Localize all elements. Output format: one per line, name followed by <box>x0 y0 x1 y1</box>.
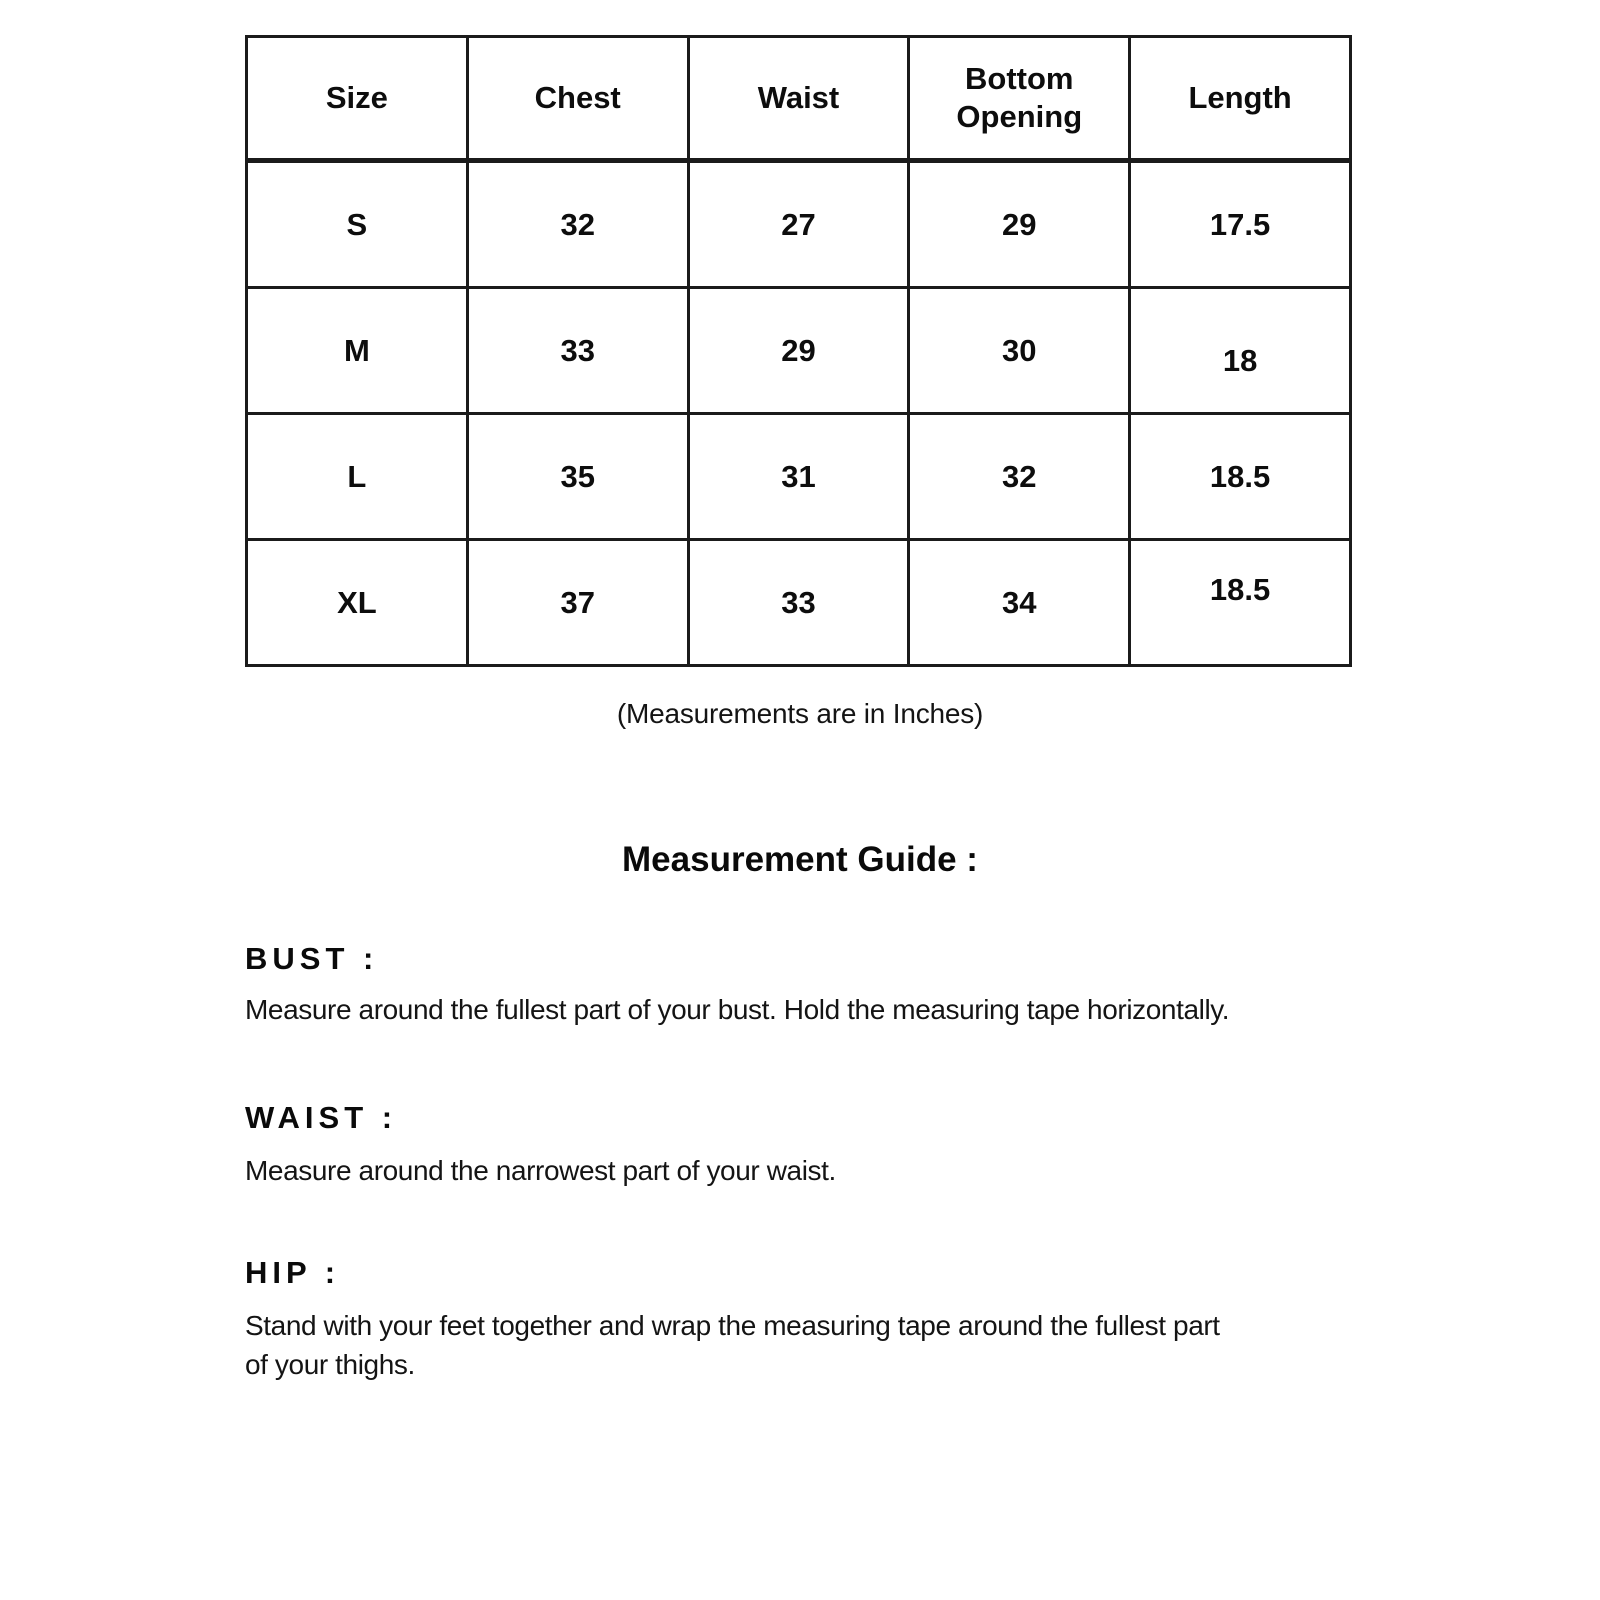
waist-value: 29 <box>781 332 816 368</box>
chest-cell <box>467 288 688 414</box>
size-value: XL <box>337 584 377 620</box>
length-value: 17.5 <box>1209 206 1271 242</box>
header-label-chest: Chest <box>534 80 621 116</box>
hip-section-heading: HIP : <box>245 1255 341 1290</box>
length-cell <box>1130 161 1351 288</box>
waist-cell <box>688 414 909 540</box>
waist-description: Measure around the narrowest part of your waist. <box>245 1155 836 1186</box>
bottom-opening-cell <box>909 161 1130 288</box>
size-cell <box>247 414 468 540</box>
header-label-size: Size <box>325 80 388 116</box>
waist-section-body <box>245 1151 1425 1190</box>
hip-section-body <box>245 1306 1425 1384</box>
chest-cell <box>467 540 688 666</box>
size-cell <box>247 288 468 414</box>
header-label-length: Length <box>1188 80 1292 116</box>
size-cell <box>247 161 468 288</box>
header-cell-size <box>247 37 468 161</box>
header-cell-waist <box>688 37 909 161</box>
waist-cell <box>688 540 909 666</box>
header-cell-length <box>1130 37 1351 161</box>
length-cell <box>1130 414 1351 540</box>
size-value: S <box>346 206 368 242</box>
hip-description-line-2: of your thighs. <box>245 1349 415 1380</box>
size-value: M <box>343 332 370 368</box>
size-value: L <box>347 458 367 494</box>
chest-value: 37 <box>560 584 595 620</box>
chest-value: 35 <box>560 458 595 494</box>
waist-value: 31 <box>781 458 816 494</box>
waist-cell <box>688 288 909 414</box>
chest-cell <box>467 161 688 288</box>
table-row-m <box>247 288 1351 414</box>
waist-value: 33 <box>781 584 816 620</box>
waist-section-heading: WAIST : <box>245 1100 398 1135</box>
bottom-opening-value: 34 <box>1002 584 1037 620</box>
header-cell-chest <box>467 37 688 161</box>
size-chart-table <box>245 35 1352 667</box>
table-row-xl <box>247 540 1351 666</box>
length-cell <box>1130 288 1351 414</box>
header-label-waist: Waist <box>757 80 840 116</box>
bottom-opening-value: 30 <box>1002 332 1037 368</box>
length-value: 18 <box>1222 342 1258 378</box>
bottom-opening-cell <box>909 540 1130 666</box>
hip-description-line-1: Stand with your feet together and wrap the measuring tape around the fullest part <box>245 1310 1220 1341</box>
table-row-l <box>247 414 1351 540</box>
table-header-row <box>247 37 1351 161</box>
table-row-s <box>247 161 1351 288</box>
bust-section-heading: BUST : <box>245 941 379 976</box>
header-label-bottom-opening: Bottom Opening <box>956 61 1083 134</box>
bust-section-body <box>245 990 1425 1029</box>
chest-value: 33 <box>560 332 595 368</box>
length-value: 18.5 <box>1209 571 1271 607</box>
length-value: 18.5 <box>1209 458 1271 494</box>
bottom-opening-value: 32 <box>1002 458 1037 494</box>
header-cell-bottom-opening <box>909 37 1130 161</box>
size-cell <box>247 540 468 666</box>
bottom-opening-cell <box>909 288 1130 414</box>
chest-value: 32 <box>560 206 595 242</box>
length-cell <box>1130 540 1351 666</box>
waist-value: 27 <box>781 206 816 242</box>
chest-cell <box>467 414 688 540</box>
guide-title: Measurement Guide : <box>622 840 978 879</box>
waist-cell <box>688 161 909 288</box>
units-caption: (Measurements are in Inches) <box>616 698 984 729</box>
bust-description: Measure around the fullest part of your bust. Hold the measuring tape horizontally. <box>245 994 1230 1025</box>
bottom-opening-value: 29 <box>1002 206 1037 242</box>
bottom-opening-cell <box>909 414 1130 540</box>
